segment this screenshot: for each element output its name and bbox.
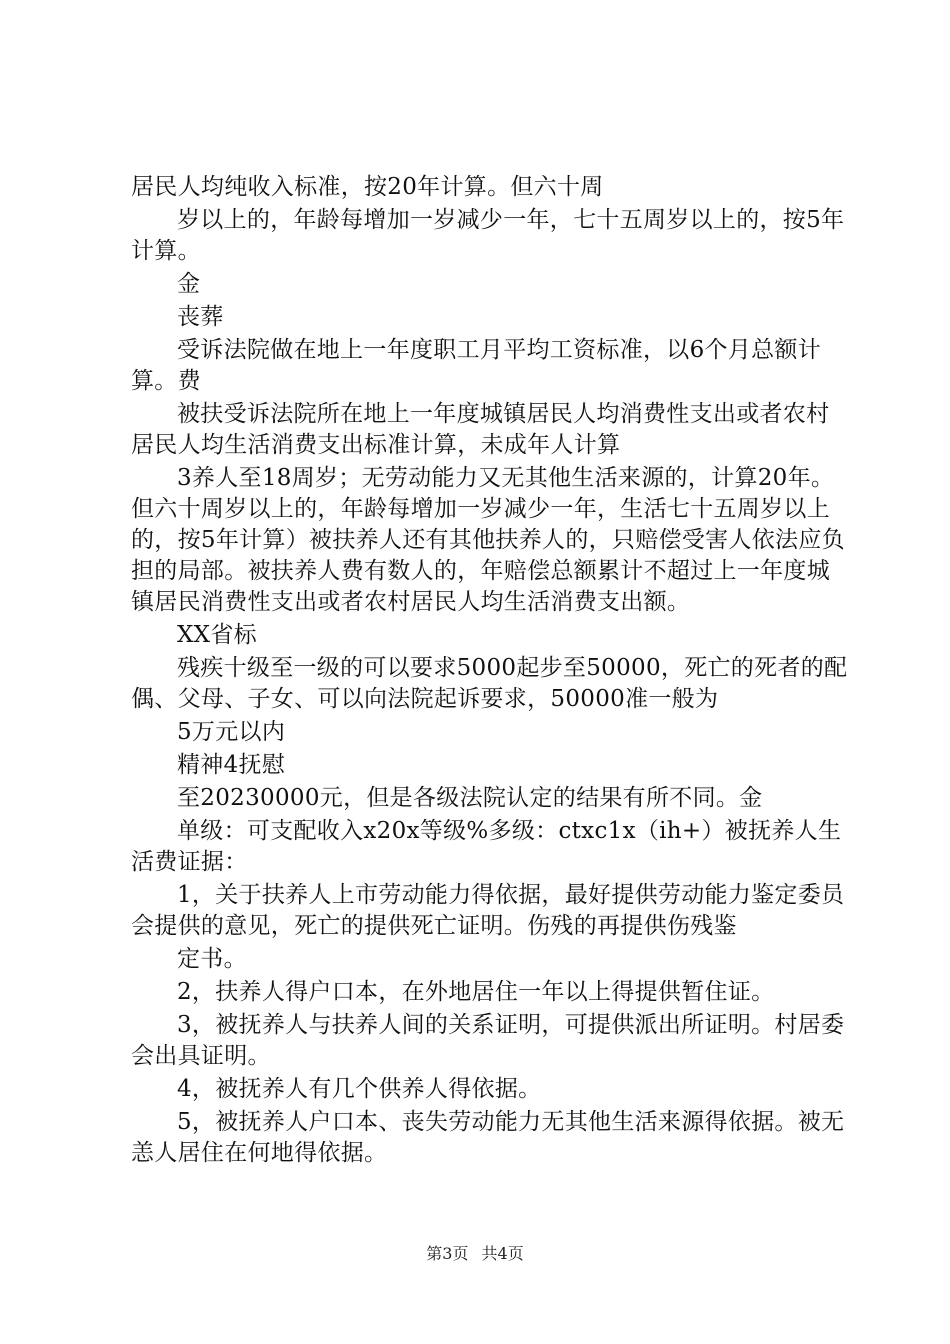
paragraph: 3养人至18周岁；无劳动能力又无其他生活来源的，计算20年。但六十周岁以上的，年龄每增加一岁减少一年，生活七十五周岁以上的，按5年计算）被扶养人还有其他扶养人的，只赔偿受害人依法应负担的局部。被扶养人费有数人的，年赔偿总额累计不超过上一年度城镇居民消费性支出或者农村居民人均生活消费支出额。 [131, 465, 845, 615]
paragraph: 居民人均纯收入标准，按20年计算。但六十周 [131, 174, 604, 200]
page-footer [0, 1244, 950, 1264]
paragraph: 岁以上的，年龄每增加一岁减少一年，七十五周岁以上的，按5年计算。 [131, 207, 845, 264]
paragraph: 5，被抚养人户口本、丧失劳动能力无其他生活来源得依据。被无恙人居住在何地得依据。 [131, 1109, 845, 1166]
paragraph: 丧葬 [177, 304, 224, 330]
total-pages: 共4页 [481, 1244, 524, 1263]
paragraph: XX省标 [177, 622, 257, 648]
paragraph: 定书。 [177, 946, 247, 972]
paragraph: 1，关于扶养人上市劳动能力得依据，最好提供劳动能力鉴定委员会提供的意见，死亡的提供死亡证明。伤残的再提供伤残鉴 [131, 882, 845, 939]
paragraph: 单级：可支配收入x20x等级%多级：ctxc1x（ih+）被抚养人生活费证据： [131, 818, 842, 875]
paragraph: 3，被抚养人与扶养人间的关系证明，可提供派出所证明。村居委会出具证明。 [131, 1012, 845, 1069]
page-number: 第3页 [426, 1244, 469, 1263]
paragraph: 5万元以内 [177, 719, 286, 745]
paragraph: 金 [177, 271, 201, 297]
paragraph: 2，扶养人得户口本，在外地居住一年以上得提供暂住证。 [177, 979, 775, 1005]
paragraph: 被扶受诉法院所在地上一年度城镇居民人均消费性支出或者农村居民人均生活消费支出标准计算，未成年人计算 [131, 401, 830, 458]
paragraph: 受诉法院做在地上一年度职工月平均工资标准，以6个月总额计算。费 [131, 337, 822, 394]
document-body [131, 172, 851, 1171]
paragraph: 残疾十级至一级的可以要求5000起步至50000，死亡的死者的配偶、父母、子女、可以向法院起诉要求，50000准一般为 [131, 655, 848, 712]
paragraph: 4，被抚养人有几个供养人得依据。 [177, 1076, 542, 1102]
paragraph: 精神4抚慰 [177, 752, 286, 778]
paragraph: 至20230000元，但是各级法院认定的结果有所不同。金 [177, 785, 763, 811]
